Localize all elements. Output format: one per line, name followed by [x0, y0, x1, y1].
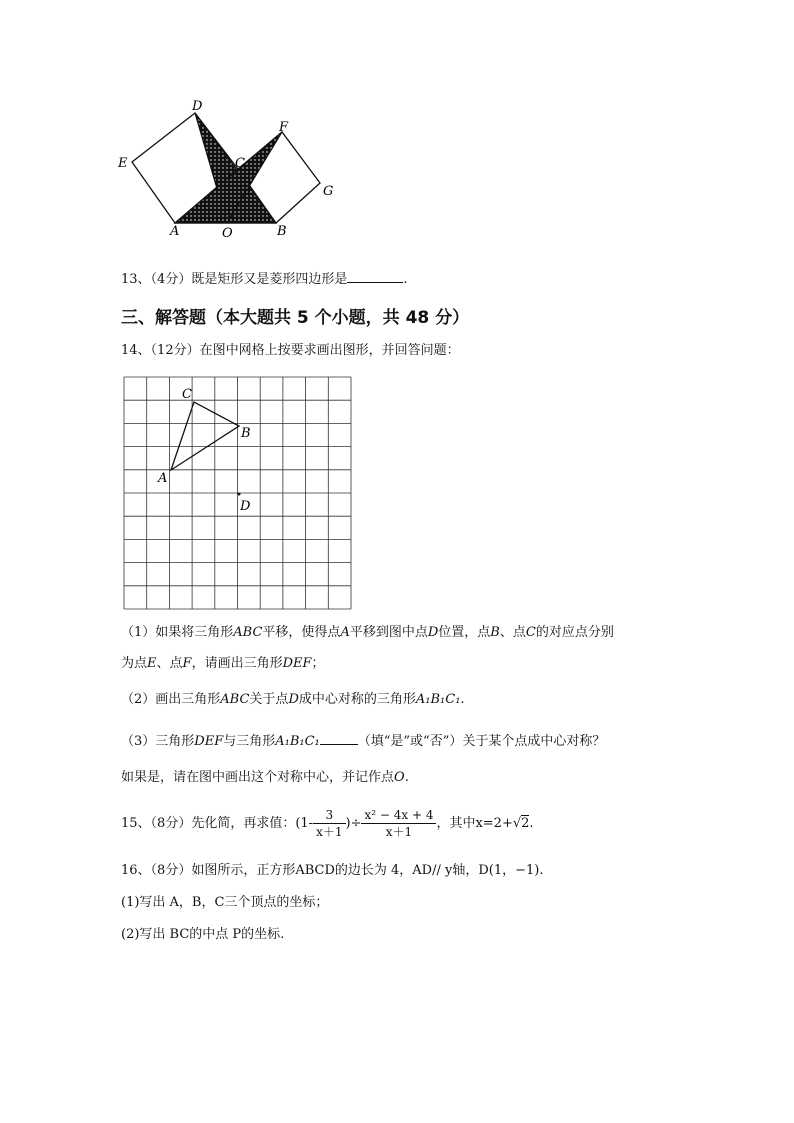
- math-a1b1c1: A₁B₁C₁: [415, 692, 461, 707]
- question-14: [121, 342, 460, 360]
- question-16: [121, 862, 543, 880]
- math-def: DEF: [282, 656, 312, 671]
- text: 如果是，请在图中画出这个对称中心，并记作点: [121, 770, 395, 785]
- q13-score: （4分）: [150, 272, 192, 287]
- text: 平移到图中点: [349, 625, 428, 640]
- text: （1）如果将三角形: [121, 625, 234, 640]
- math-d: D: [427, 625, 439, 640]
- q13-end: .: [403, 272, 408, 287]
- math-a: A: [340, 625, 350, 640]
- text: （2）画出三角形: [121, 692, 221, 707]
- text: （填“是”或“否”）关于某个点成中心对称？: [357, 734, 606, 749]
- text: ，请画出三角形: [191, 656, 283, 671]
- label-c: C: [235, 156, 245, 171]
- grid-figure: [122, 375, 354, 613]
- q14-part3-line1: [121, 733, 605, 751]
- text: 成中心对称的三角形: [298, 692, 416, 707]
- grid-lines: [124, 377, 351, 609]
- q13-text: 既是矩形又是菱形四边形是: [191, 272, 348, 287]
- grid-label-a: A: [158, 471, 168, 486]
- question-15: [121, 804, 534, 844]
- label-b: B: [277, 224, 287, 239]
- label-d: D: [192, 99, 203, 114]
- math-o: O: [394, 770, 405, 785]
- q13-number: 13、: [121, 272, 151, 287]
- q14-part1-line1: [121, 624, 614, 642]
- question-13: [121, 271, 407, 289]
- q15-number: 15、: [121, 816, 151, 831]
- q14-part1-line2: [121, 655, 325, 673]
- text: 的对应点分别: [535, 625, 614, 640]
- label-g: G: [323, 184, 334, 199]
- text: 、点: [499, 625, 526, 640]
- q14-text: 在图中网格上按要求画出图形，并回答问题：: [199, 343, 460, 358]
- fraction-denominator: x＋1: [316, 825, 343, 839]
- math-c: C: [525, 625, 536, 640]
- fraction-numerator: 3: [313, 807, 345, 824]
- text: 与三角形: [223, 734, 276, 749]
- label-a: A: [170, 224, 180, 239]
- fraction-3-over-x-plus-1: [313, 807, 345, 840]
- q15-expr-tail: ，其中x=2+: [436, 816, 513, 831]
- grid-label-d: D: [240, 499, 251, 514]
- math-a1b1c1: A₁B₁C₁: [275, 734, 320, 749]
- math-b: B: [490, 625, 500, 640]
- label-f: F: [279, 120, 289, 135]
- q14-part3-line2: [121, 769, 409, 787]
- q16-text: 如图所示，正方形ABCD的边长为 4，AD// y轴，D(1，−1).: [191, 863, 544, 878]
- grid-label-c: C: [182, 387, 192, 402]
- section-3-title: 三、解答题（本大题共 5 个小题，共 48 分）: [121, 308, 470, 328]
- point-d: [238, 493, 241, 496]
- text: ；: [311, 656, 325, 671]
- text: .: [404, 770, 409, 785]
- q15-score: （8分）: [150, 816, 192, 831]
- text: 位置，点: [438, 625, 491, 640]
- text: （3）三角形: [121, 734, 195, 749]
- label-o: O: [222, 226, 233, 241]
- q14-part2: [121, 691, 465, 709]
- text: 为点: [121, 656, 148, 671]
- math-e: E: [147, 656, 157, 671]
- q13-answer-blank[interactable]: [347, 282, 403, 283]
- q16-sub2: (2)写出 BC的中点 P的坐标.: [121, 927, 285, 942]
- text: 平移，使得点: [262, 625, 341, 640]
- q14-number: 14、: [121, 343, 151, 358]
- q15-sqrt-value: 2: [521, 816, 530, 831]
- fraction-numerator: x² − 4x + 4: [361, 807, 436, 824]
- math-abc: ABC: [233, 625, 263, 640]
- q14-part3-answer-blank[interactable]: [320, 744, 358, 745]
- q15-expr-mid: )÷: [345, 816, 362, 831]
- math-abc: ABC: [220, 692, 250, 707]
- q15-expr-open: (1-: [295, 816, 314, 831]
- sqrt-icon: √: [512, 816, 522, 831]
- label-e: E: [118, 156, 128, 171]
- math-f: F: [182, 656, 192, 671]
- q16-number: 16、: [121, 863, 151, 878]
- figure-squares-triangle: [110, 95, 350, 245]
- q16-score: （8分）: [150, 863, 192, 878]
- q15-end: .: [529, 816, 534, 831]
- math-def: DEF: [194, 734, 224, 749]
- text: 关于点: [249, 692, 289, 707]
- text: 、点: [156, 656, 183, 671]
- q14-score: （12分）: [150, 343, 200, 358]
- triangle-abc: [171, 402, 239, 470]
- text: .: [460, 692, 465, 707]
- math-d: D: [288, 692, 299, 707]
- q16-sub1: (1)写出 A，B，C三个顶点的坐标；: [121, 895, 329, 910]
- q15-text: 先化简，再求值：: [191, 816, 296, 831]
- fraction-quadratic-over-x-plus-1: [361, 807, 436, 840]
- fraction-denominator: x＋1: [385, 825, 413, 839]
- grid-label-b: B: [241, 426, 251, 441]
